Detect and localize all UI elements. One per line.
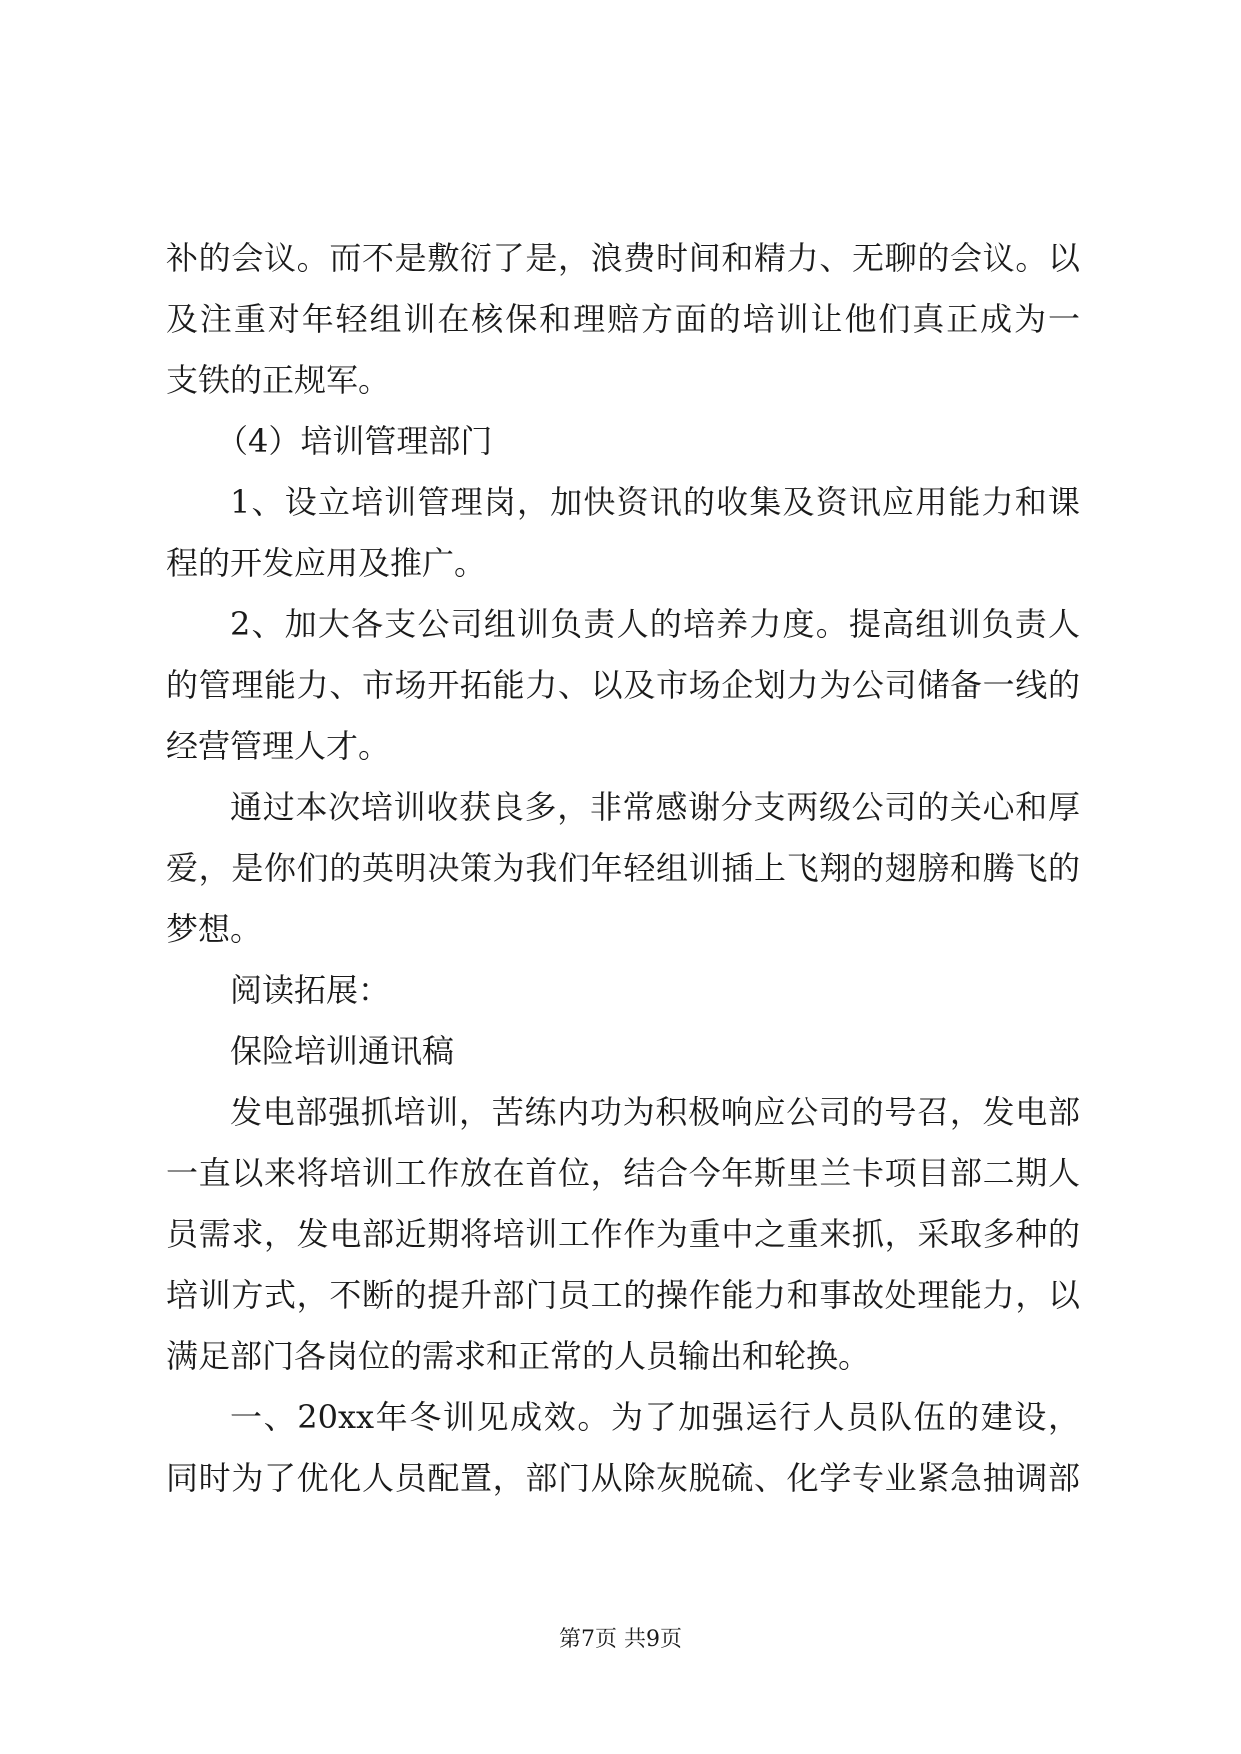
text-line: 阅读拓展：	[230, 971, 391, 1009]
section-heading: （4）培训管理部门	[216, 422, 493, 460]
text-line: 爱，是你们的英明决策为我们年轻组训插上飞翔的翅膀和腾飞的	[166, 849, 1080, 887]
text-line: 员需求，发电部近期将培训工作作为重中之重来抓，采取多种的	[166, 1215, 1080, 1253]
text-line: 的管理能力、市场开拓能力、以及市场企划力为公司储备一线的	[166, 666, 1080, 704]
text-line: 经营管理人才。	[166, 727, 391, 765]
text-line: 梦想。	[166, 910, 263, 948]
text-line: 一直以来将培训工作放在首位，结合今年斯里兰卡项目部二期人	[166, 1154, 1080, 1192]
body-text	[166, 228, 1080, 1509]
text-line: 一、20xx年冬训见成效。为了加强运行人员队伍的建设，	[230, 1398, 1080, 1436]
text-line: 发电部强抓培训，苦练内功为积极响应公司的号召，发电部	[230, 1093, 1080, 1131]
text-line: 补的会议。而不是敷衍了是，浪费时间和精力、无聊的会议。以	[166, 239, 1080, 277]
text-line: 程的开发应用及推广。	[166, 544, 487, 582]
text-line: 满足部门各岗位的需求和正常的人员输出和轮换。	[166, 1337, 871, 1375]
text-line: 2、加大各支公司组训负责人的培养力度。提高组训负责人	[230, 605, 1080, 643]
text-line: 1、设立培训管理岗，加快资讯的收集及资讯应用能力和课	[230, 483, 1080, 521]
text-line: 及注重对年轻组训在核保和理赔方面的培训让他们真正成为一	[166, 300, 1080, 338]
text-line: 培训方式，不断的提升部门员工的操作能力和事故处理能力，以	[166, 1276, 1080, 1314]
text-line: 通过本次培训收获良多，非常感谢分支两级公司的关心和厚	[230, 788, 1080, 826]
page-number-footer: 第7页 共9页	[559, 1627, 682, 1652]
article-title: 保险培训通讯稿	[230, 1032, 455, 1070]
text-line: 支铁的正规军。	[166, 361, 391, 399]
text-line: 同时为了优化人员配置，部门从除灰脱硫、化学专业紧急抽调部	[166, 1459, 1080, 1497]
